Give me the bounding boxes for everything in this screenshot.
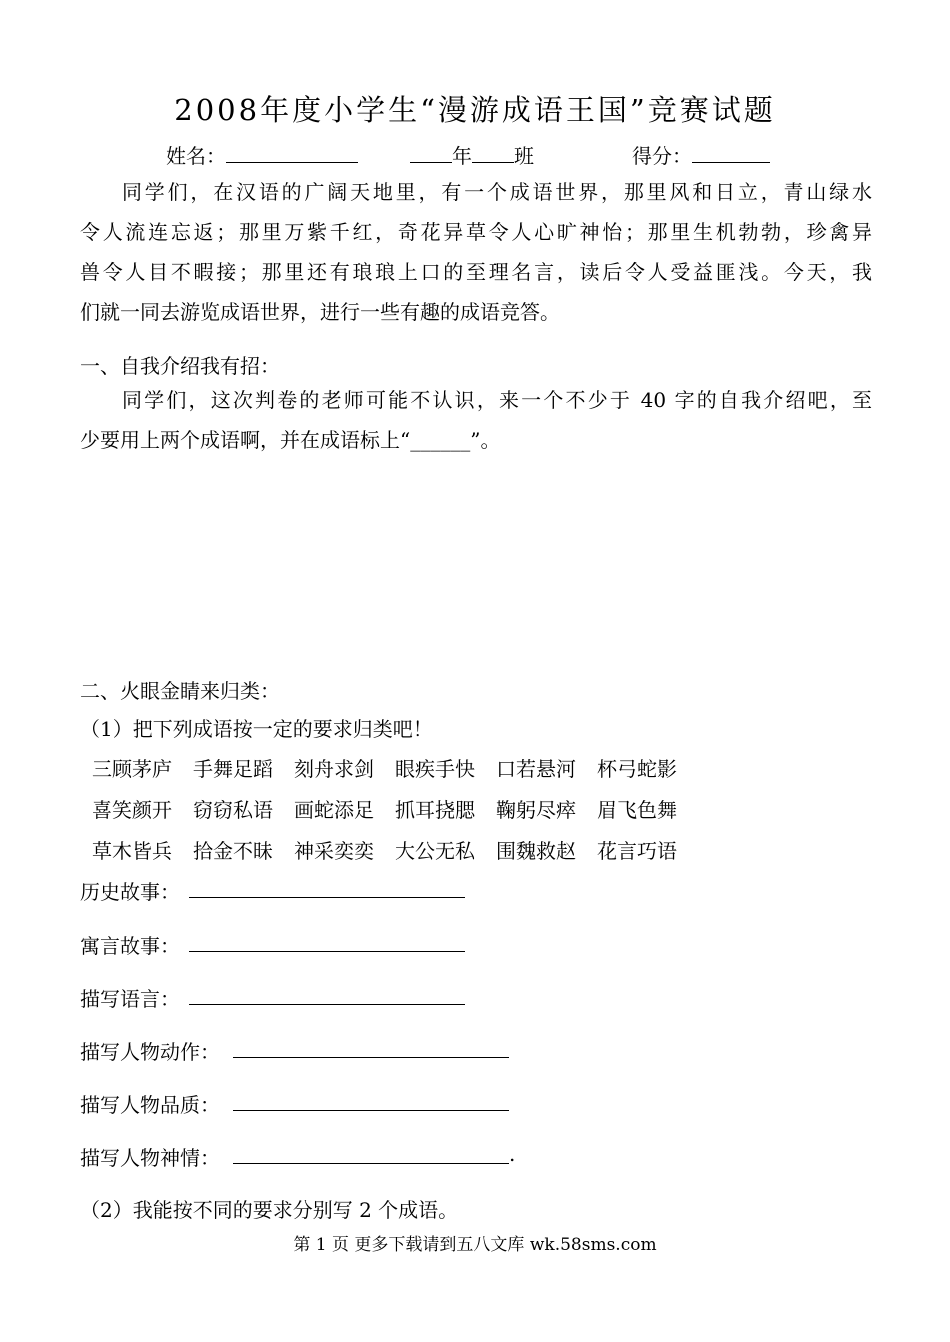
name-label: 姓名： [166, 144, 226, 168]
section2-heading: 二、火眼金睛来归类： [80, 679, 280, 703]
name-field [166, 140, 358, 169]
intro-line: 们就一同去游览成语世界，进行一些有趣的成语竞答。 [80, 300, 560, 324]
idiom: 三顾茅庐 [92, 757, 172, 781]
line-end-period: . [509, 1142, 516, 1166]
category-character-answer-line[interactable] [233, 1110, 509, 1111]
idiom-row [92, 753, 698, 782]
section1-instructions [80, 380, 872, 460]
category-action-answer-line[interactable] [233, 1057, 509, 1058]
idiom: 口若悬河 [496, 757, 576, 781]
idiom: 花言巧语 [597, 839, 677, 863]
idiom: 手舞足蹈 [193, 757, 273, 781]
section1-line: 同学们，这次判卷的老师可能不认识，来一个不少于 40 字的自我介绍吧，至 [122, 388, 872, 412]
idiom: 杯弓蛇影 [597, 757, 677, 781]
idiom: 围魏救赵 [496, 839, 576, 863]
name-blank[interactable] [226, 142, 358, 163]
page-footer: 第 1 页 更多下载请到五八文库 wk.58sms.com [293, 1235, 657, 1255]
category-history-label: 历史故事： [80, 880, 180, 904]
idiom: 鞠躬尽瘁 [496, 798, 576, 822]
idiom: 神采奕奕 [294, 839, 374, 863]
grade-label: 年 [452, 144, 472, 168]
intro-paragraph [80, 172, 872, 332]
idiom: 喜笑颜开 [92, 798, 172, 822]
category-action-label: 描写人物动作： [80, 1040, 220, 1064]
category-character-label: 描写人物品质： [80, 1093, 220, 1117]
category-speech-label: 描写语言： [80, 987, 180, 1011]
category-fable-answer-line[interactable] [189, 951, 465, 952]
category-expression-label: 描写人物神情： [80, 1146, 220, 1170]
class-label: 班 [514, 144, 534, 168]
idiom: 拾金不昧 [193, 839, 273, 863]
idiom: 抓耳挠腮 [395, 798, 475, 822]
category-speech-answer-line[interactable] [189, 1004, 465, 1005]
intro-line: 兽令人目不暇接；那里还有琅琅上口的至理名言，读后令人受益匪浅。今天，我 [80, 260, 872, 284]
score-blank[interactable] [692, 142, 770, 163]
idiom: 眼疾手快 [395, 757, 475, 781]
idiom-row [92, 835, 698, 864]
category-fable-label: 寓言故事： [80, 934, 180, 958]
intro-line: 同学们，在汉语的广阔天地里，有一个成语世界，那里风和日立，青山绿水 [122, 180, 872, 204]
idiom-row [92, 794, 698, 823]
part2-instruction: （2）我能按不同的要求分别写 2 个成语。 [80, 1198, 459, 1222]
class-field [410, 140, 534, 169]
section1-heading: 一、自我介绍我有招： [80, 354, 280, 378]
section1-line: 少要用上两个成语啊，并在成语标上“______”。 [80, 428, 501, 452]
score-field [632, 140, 770, 169]
idiom: 刻舟求剑 [294, 757, 374, 781]
category-expression-answer-line[interactable] [233, 1163, 509, 1164]
grade-blank[interactable] [410, 142, 452, 163]
idiom: 草木皆兵 [92, 839, 172, 863]
class-blank[interactable] [472, 142, 514, 163]
intro-line: 令人流连忘返；那里万紫千红，奇花异草令人心旷神怡；那里生机勃勃，珍禽异 [80, 220, 872, 244]
idiom: 窃窃私语 [193, 798, 273, 822]
idiom: 大公无私 [395, 839, 475, 863]
part1-instruction: （1）把下列成语按一定的要求归类吧！ [80, 717, 433, 741]
category-history-answer-line[interactable] [189, 897, 465, 898]
idiom: 眉飞色舞 [597, 798, 677, 822]
idiom: 画蛇添足 [294, 798, 374, 822]
score-label: 得分： [632, 144, 692, 168]
page-title: 2008年度小学生“漫游成语王国”竞赛试题 [174, 93, 776, 127]
